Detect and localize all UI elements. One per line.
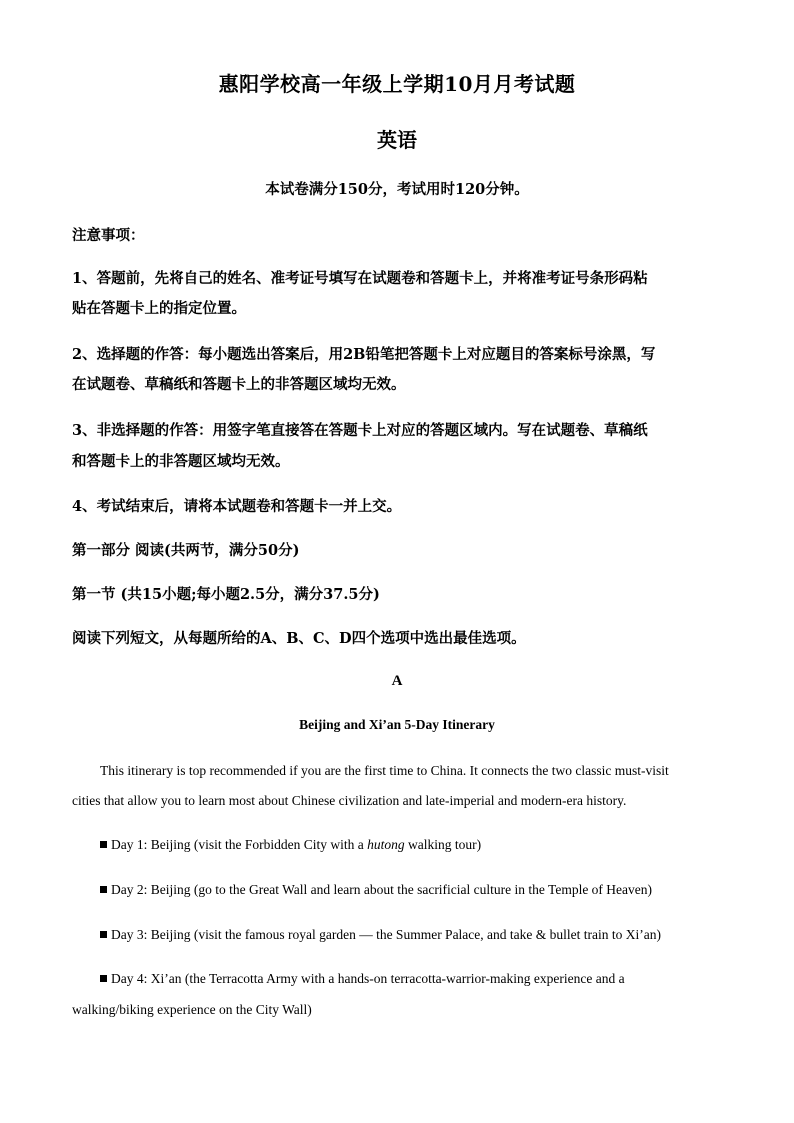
note-1-line-1: 1、答题前，先将自己的姓名、准考证号填写在试题卷和答题卡上，并将准考证号条形码粘 — [72, 270, 648, 287]
itinerary-day-2: Day 2: Beijing (go to the Great Wall and learn about the sacrificial culture in the Temple of Heaven) — [100, 882, 652, 898]
bullet-square-icon — [100, 931, 107, 938]
part-1-heading: 第一部分 阅读(共两节，满分50分) — [72, 542, 300, 559]
intro-line-2: cities that allow you to learn most about Chinese civilization and late-imperial and modern-era history. — [72, 793, 627, 808]
itinerary-day-4-line-1: Day 4: Xi’an (the Terracotta Army with a hands-on terracotta-warrior-making experience and a — [100, 971, 625, 987]
notes-heading: 注意事项： — [72, 227, 145, 244]
note-2-line-1: 2、选择题的作答：每小题选出答案后，用2B铅笔把答题卡上对应题目的答案标号涂黑，写 — [72, 346, 656, 363]
bullet-square-icon — [100, 841, 107, 848]
exam-title: 惠阳学校高一年级上学期10月月考试题 — [218, 72, 576, 96]
note-2-line-2: 在试题卷、草稿纸和答题卡上的非答题区域均无效。 — [72, 376, 406, 393]
bullet-square-icon — [100, 886, 107, 893]
reading-instruction: 阅读下列短文，从每题所给的A、B、C、D四个选项中选出最佳选项。 — [72, 630, 526, 647]
intro-line-1: This itinerary is top recommended if you are the first time to China. It connects the two classic must-visit — [100, 763, 669, 778]
itinerary-day-4-line-2: walking/biking experience on the City Wall) — [72, 1002, 312, 1017]
bullet-square-icon — [100, 975, 107, 982]
note-1-line-2: 贴在答题卡上的指定位置。 — [72, 300, 246, 317]
section-1-heading: 第一节 (共15小题;每小题2.5分，满分37.5分) — [72, 586, 380, 603]
note-3-line-1: 3、非选择题的作答：用签字笔直接答在答题卡上对应的答题区域内。写在试题卷、草稿纸 — [72, 422, 648, 439]
note-3-line-2: 和答题卡上的非答题区域均无效。 — [72, 453, 290, 470]
itinerary-day-1: Day 1: Beijing (visit the Forbidden City with a hutong walking tour) — [100, 837, 481, 853]
passage-title: Beijing and Xi’an 5-Day Itinerary — [299, 717, 495, 732]
subject-title: 英语 — [377, 128, 417, 152]
note-4: 4、考试结束后，请将本试题卷和答题卡一并上交。 — [72, 498, 402, 515]
itinerary-day-3: Day 3: Beijing (visit the famous royal garden — the Summer Palace, and take & bullet train to Xi’an) — [100, 927, 661, 943]
passage-label: A — [391, 673, 403, 689]
exam-info: 本试卷满分150分，考试用时120分钟。 — [265, 181, 529, 198]
